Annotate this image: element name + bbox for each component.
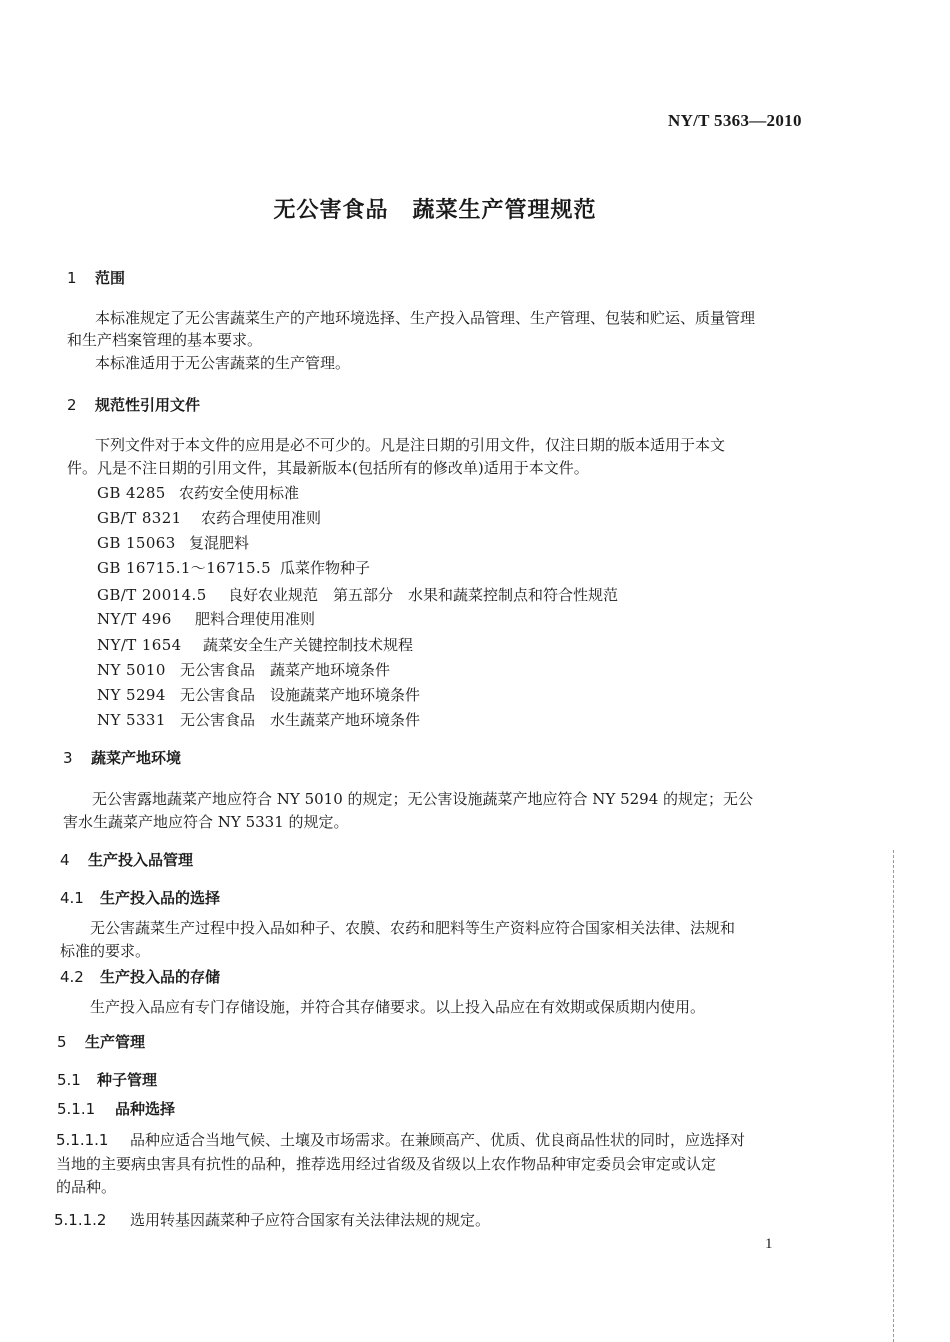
- section-4-1-heading: 4.1 生产投入品的选择: [60, 889, 221, 907]
- section-1-para-1-line-2: 和生产档案管理的基本要求。: [67, 331, 263, 349]
- reference-item: NY/T 1654 蔬菜安全生产关键控制技术规程: [97, 636, 414, 654]
- reference-item: GB 16715.1～16715.5 瓜菜作物种子: [97, 559, 371, 577]
- section-5-heading: 5 生产管理: [57, 1033, 146, 1051]
- section-5-1-heading: 5.1 种子管理: [57, 1071, 158, 1089]
- section-4-1-para-line-1: 无公害蔬菜生产过程中投入品如种子、农膜、农药和肥料等生产资料应符合国家相关法律、法规和: [90, 919, 736, 937]
- section-2-para-1-line-2: 件。凡是不注日期的引用文件，其最新版本(包括所有的修改单)适用于本文件。: [67, 459, 589, 477]
- page-title: [0, 193, 870, 224]
- section-3-para-line-2: 害水生蔬菜产地应符合 NY 5331 的规定。: [63, 813, 349, 831]
- reference-item: NY/T 496 肥料合理使用准则: [97, 610, 316, 628]
- reference-item: GB/T 8321 农药合理使用准则: [97, 509, 322, 527]
- reference-item: NY 5331 无公害食品 水生蔬菜产地环境条件: [97, 711, 421, 729]
- reference-item: NY 5294 无公害食品 设施蔬菜产地环境条件: [97, 686, 421, 704]
- section-5-1-1-1-para-line-1: 5.1.1.1 品种应适合当地气候、土壤及市场需求。在兼顾高产、优质、优良商品性状的同时，应选择对: [56, 1131, 746, 1149]
- section-4-heading: 4 生产投入品管理: [60, 851, 194, 869]
- section-4-2-para: 生产投入品应有专门存储设施，并符合其存储要求。以上投入品应在有效期或保质期内使用。: [90, 998, 706, 1016]
- reference-item: GB 4285 农药安全使用标准: [97, 484, 300, 502]
- section-4-1-para-line-2: 标准的要求。: [60, 942, 151, 960]
- section-2-para-1-line-1: 下列文件对于本文件的应用是必不可少的。凡是注日期的引用文件，仅注日期的版本适用于本文: [95, 436, 726, 454]
- reference-item: GB/T 20014.5 良好农业规范 第五部分 水果和蔬菜控制点和符合性规范: [97, 586, 619, 604]
- section-1-para-1-line-1: 本标准规定了无公害蔬菜生产的产地环境选择、生产投入品管理、生产管理、包装和贮运、质量管理: [95, 309, 756, 327]
- scan-edge-line: [893, 850, 894, 1342]
- section-5-1-1-heading: 5.1.1 品种选择: [57, 1100, 176, 1118]
- section-1-para-2: 本标准适用于无公害蔬菜的生产管理。: [95, 354, 351, 372]
- reference-item: NY 5010 无公害食品 蔬菜产地环境条件: [97, 661, 391, 679]
- section-5-1-1-1-para-line-3: 的品种。: [56, 1178, 117, 1196]
- title-part-2: 蔬菜生产管理规范: [412, 198, 597, 223]
- section-2-heading: 2 规范性引用文件: [67, 396, 201, 414]
- page-number: 1: [765, 1236, 773, 1252]
- section-5-1-1-2-para: 5.1.1.2 选用转基因蔬菜种子应符合国家有关法律法规的规定。: [54, 1211, 491, 1229]
- section-3-para-line-1: 无公害露地蔬菜产地应符合 NY 5010 的规定；无公害设施蔬菜产地应符合 NY 5294 的规定；无公: [92, 790, 754, 808]
- reference-item: GB 15063 复混肥料: [97, 534, 250, 552]
- section-1-heading: 1 范围: [67, 269, 126, 287]
- section-4-2-heading: 4.2 生产投入品的存储: [60, 968, 221, 986]
- standard-number: NY/T 5363—2010: [668, 111, 802, 130]
- title-part-1: 无公害食品: [273, 198, 389, 223]
- section-3-heading: 3 蔬菜产地环境: [63, 749, 182, 767]
- section-5-1-1-1-para-line-2: 当地的主要病虫害具有抗性的品种，推荐选用经过省级及省级以上农作物品种审定委员会审定或认定: [56, 1155, 717, 1173]
